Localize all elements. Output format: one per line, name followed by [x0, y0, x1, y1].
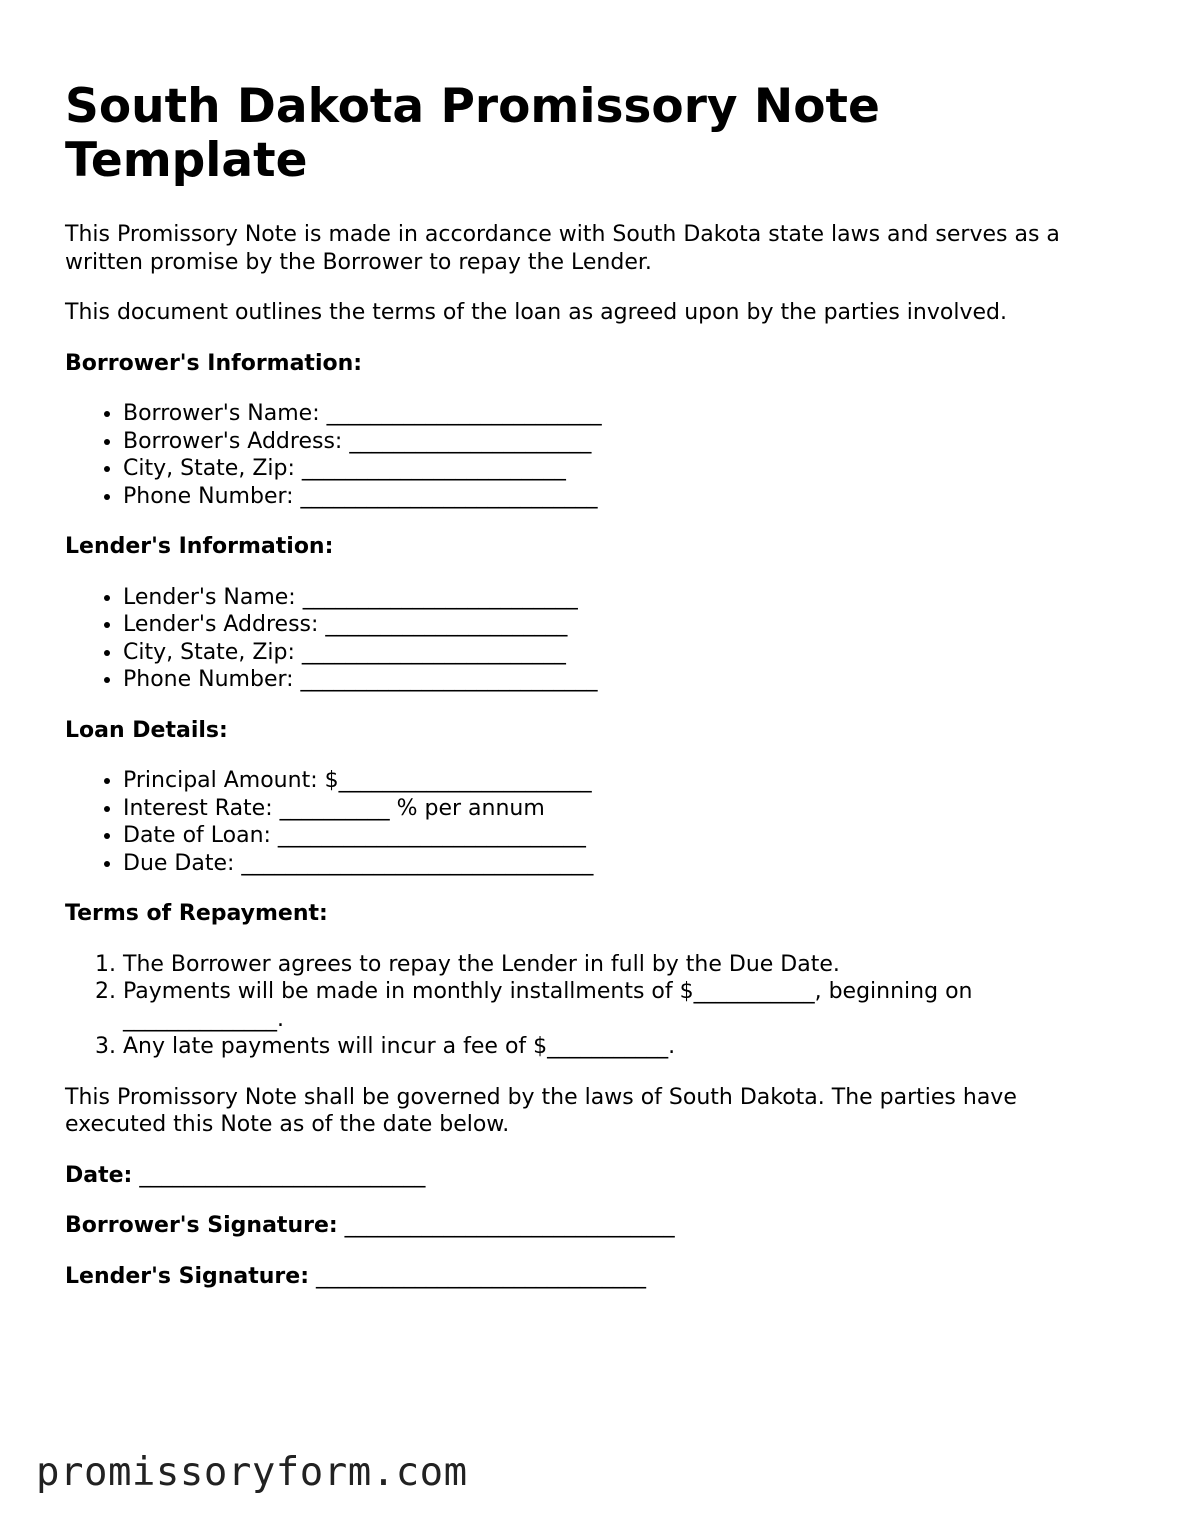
repayment-terms-list — [65, 951, 1125, 1061]
borrower-signature-blank: ______________________________ — [344, 1213, 675, 1238]
closing-paragraph: This Promissory Note shall be governed by the laws of South Dakota. The parties have executed this Note as of the date below. — [65, 1084, 1017, 1137]
repayment-term-2: 2. Payments will be made in monthly installments of $___________, beginning on ______________. — [123, 978, 1125, 1033]
principal-amount-field: • Principal Amount: $_______________________ — [123, 767, 1125, 795]
loan-heading: Loan Details: — [65, 717, 228, 743]
footer-watermark: promissoryform.com — [36, 1450, 468, 1495]
lender-phone-field: • Phone Number: ___________________________ — [123, 666, 1125, 694]
borrower-signature-label: Borrower's Signature: — [65, 1213, 338, 1238]
lender-signature-blank: ______________________________ — [316, 1263, 646, 1289]
borrower-address-field: • Borrower's Address: ______________________ — [123, 428, 1125, 456]
lender-info-list — [65, 584, 1125, 694]
borrower-name-field: • Borrower's Name: _________________________ — [123, 400, 1125, 428]
interest-rate-field: • Interest Rate: __________ % per annum — [123, 795, 1125, 823]
document-title: South Dakota Promissory Note Template — [65, 79, 880, 188]
lender-signature-label: Lender's Signature: — [65, 1263, 309, 1289]
date-label: Date: — [65, 1162, 133, 1188]
repayment-term-3: 3. Any late payments will incur a fee of $___________. — [123, 1033, 1125, 1061]
borrower-signature-line — [65, 1212, 1125, 1240]
lender-heading: Lender's Information: — [65, 534, 334, 559]
borrower-city-field: • City, State, Zip: ________________________ — [123, 455, 1125, 483]
date-blank: __________________________ — [139, 1162, 426, 1188]
borrower-phone-field: • Phone Number: ___________________________ — [123, 483, 1125, 511]
borrower-heading: Borrower's Information: — [65, 350, 363, 376]
repayment-term-1: 1. The Borrower agrees to repay the Lender in full by the Due Date. — [123, 951, 1125, 979]
document-page — [65, 80, 1125, 1313]
repayment-heading: Terms of Repayment: — [65, 901, 328, 926]
loan-details-list — [65, 767, 1125, 877]
date-line — [65, 1162, 1125, 1190]
loan-date-field: • Date of Loan: ____________________________ — [123, 822, 1125, 850]
borrower-info-list — [65, 400, 1125, 510]
lender-signature-line — [65, 1263, 1125, 1291]
intro-paragraph-2: This document outlines the terms of the loan as agreed upon by the parties involved. — [65, 300, 1007, 325]
lender-city-field: • City, State, Zip: ________________________ — [123, 639, 1125, 667]
lender-address-field: • Lender's Address: ______________________ — [123, 611, 1125, 639]
due-date-field: • Due Date: ________________________________ — [123, 850, 1125, 878]
intro-paragraph-1: This Promissory Note is made in accordance with South Dakota state laws and serves as a written promise by the Borrower to repay the Lender. — [65, 222, 1060, 275]
lender-name-field: • Lender's Name: _________________________ — [123, 584, 1125, 612]
